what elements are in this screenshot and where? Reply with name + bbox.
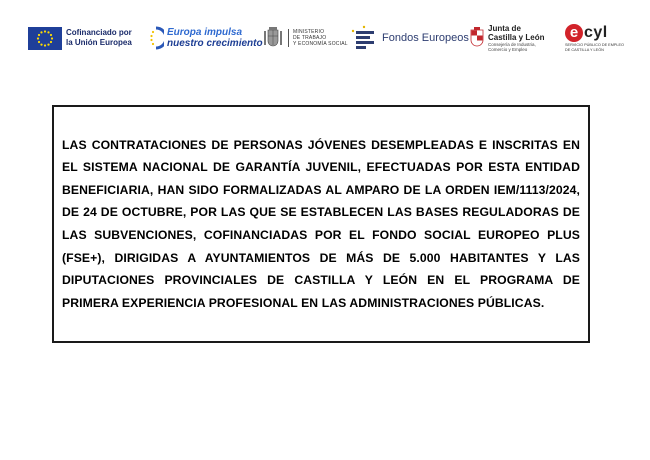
europa-impulsa-icon [148, 26, 164, 50]
junta-shield-icon [470, 27, 484, 49]
ecyl-subtitle: SERVICIO PÚBLICO DE EMPLEO DE CASTILLA Y LEÓN [565, 43, 625, 52]
junta-text: Junta de Castilla y León Consejería de Industria, Comercio y Empleo [488, 24, 545, 52]
eu-cofinanciado-logo [28, 18, 132, 58]
fondos-europeos-logo [350, 18, 469, 58]
ministerio-trabajo-logo [262, 18, 348, 58]
fondos-europeos-icon [350, 25, 378, 51]
ecyl-mark [565, 24, 608, 42]
eu-flag-icon [28, 27, 62, 50]
notice-box [52, 105, 590, 343]
junta-castilla-leon-logo [470, 18, 544, 58]
logo-strip [0, 18, 650, 58]
notice-text: LAS CONTRATACIONES DE PERSONAS JÓVENES DESEMPLEADAS E INSCRITAS EN EL SISTEMA NACIONAL DE GARANTÍA JUVENIL, EFECTUADAS POR ESTA ENTIDAD BENEFICIARIA, HAN SIDO FORMALIZADAS AL AMPARO DE LA ORDEN IEM/1113/2024, DE 24 DE OCTUBRE, POR LAS QUE SE ESTABLECEN LAS BASES REGULADORAS DE LAS SUBVENCIONES, COFINANCIADAS POR EL FONDO SOCIAL EUROPEO PLUS (FSE+), DIRIGIDAS A AYUNTAMIENTOS DE MÁS DE 5.000 HABITANTES Y LAS DIPUTACIONES PROVINCIALES DE CASTILLA Y LEÓN EN EL PROGRAMA DE PRIMERA EXPERIENCIA PROFESIONAL EN LAS ADMINISTRACIONES PÚBLICAS. [62, 137, 580, 310]
europa-impulsa-text: Europa impulsa nuestro crecimiento [167, 27, 263, 49]
coat-of-arms-icon [262, 25, 284, 51]
fondos-europeos-label: Fondos Europeos [382, 32, 469, 44]
ministerio-text: MINISTERIO DE TRABAJO Y ECONOMÍA SOCIAL [288, 29, 348, 47]
europa-impulsa-logo [148, 18, 263, 58]
ecyl-word: cyl [584, 24, 608, 41]
ecyl-logo [565, 18, 627, 58]
eu-logo-text: Cofinanciado por la Unión Europea [66, 28, 132, 47]
ecyl-e-icon: e [565, 24, 583, 42]
